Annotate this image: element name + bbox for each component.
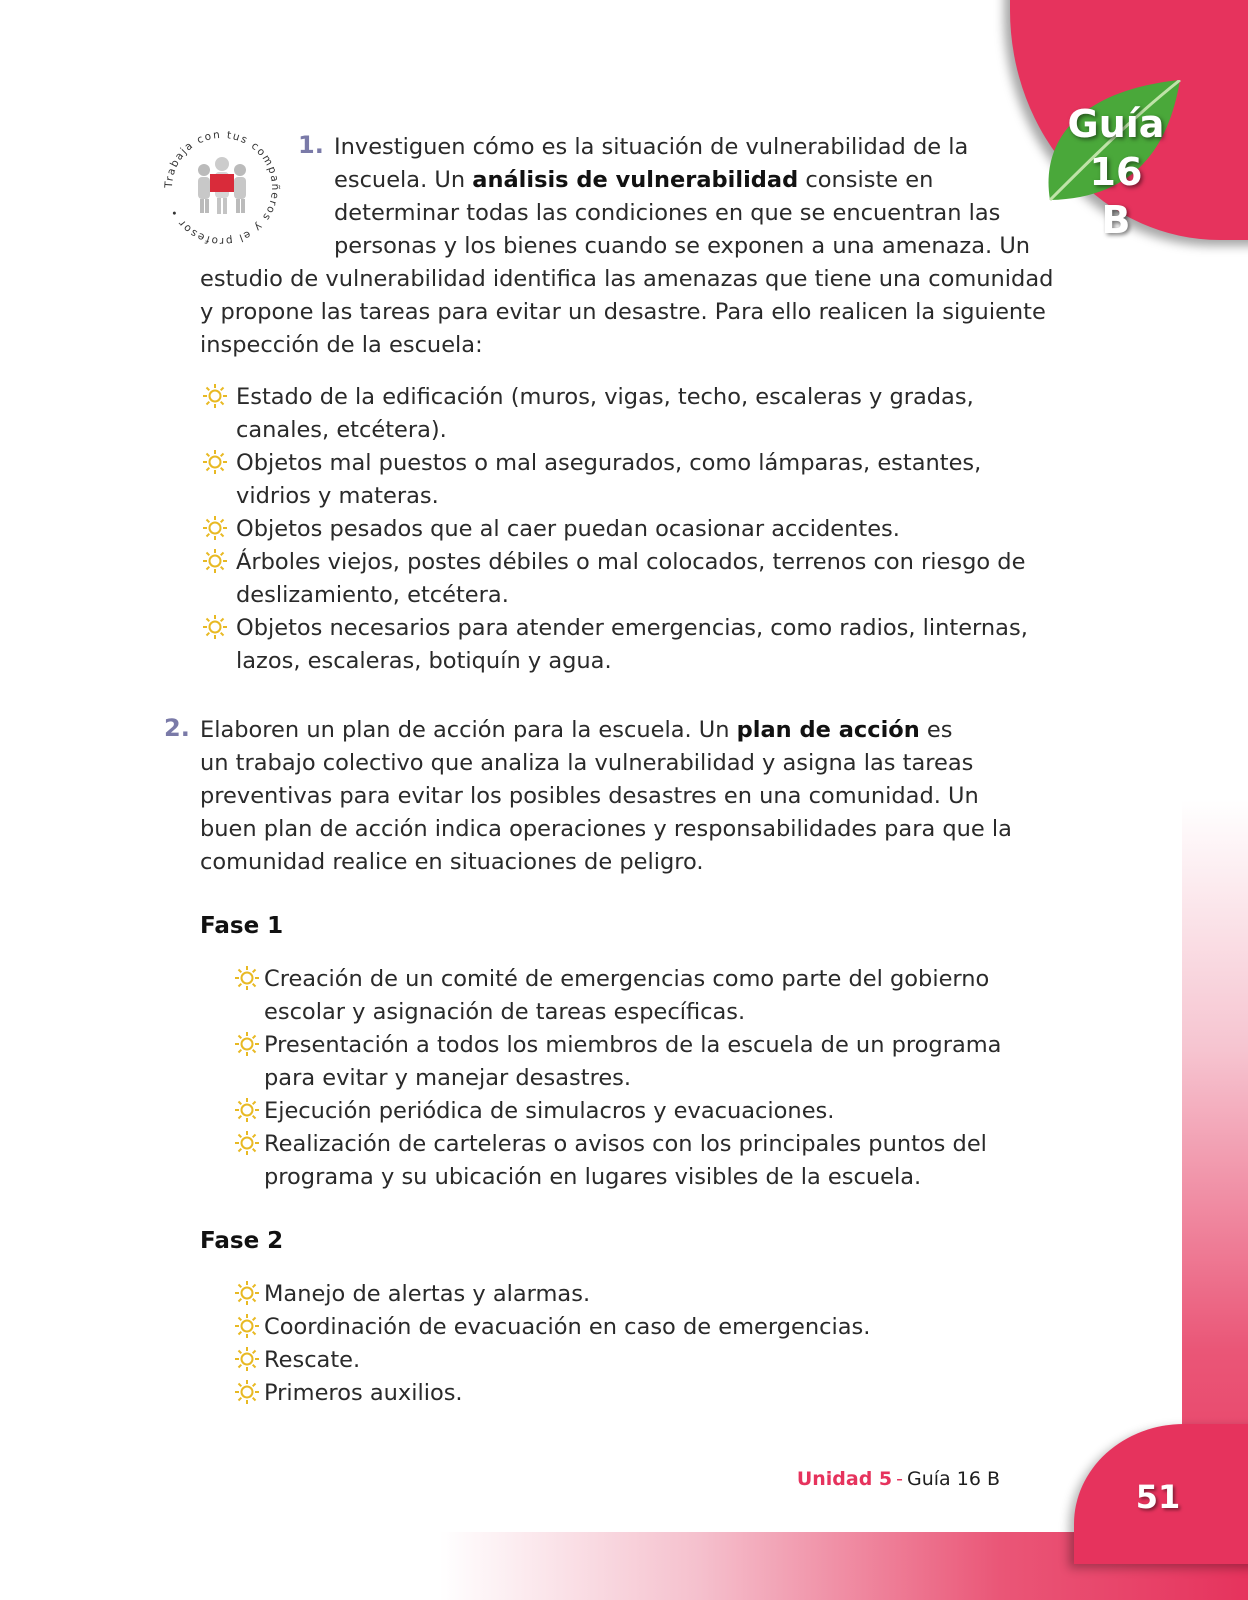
page-footer: [760, 1468, 1000, 1490]
sun-bullet-icon: [234, 1346, 260, 1372]
guide-badge-title: Guía 16: [1067, 102, 1165, 194]
phase-1-heading: Fase 1: [200, 913, 284, 939]
sun-bullet-icon: [202, 515, 228, 541]
phase-2-heading: Fase 2: [200, 1228, 284, 1254]
list-item: Rescate.: [264, 1344, 870, 1377]
footer-guide: Guía 16 B: [907, 1468, 1000, 1490]
list-item: Objetos mal puestos o mal asegurados, como lámparas, estantes, vidrios y materas.: [236, 447, 1028, 513]
sun-bullet-icon: [234, 1313, 260, 1339]
guide-badge: [1036, 100, 1196, 244]
list-item: Coordinación de evacuación en caso de emergencias.: [264, 1311, 870, 1344]
sun-bullet-icon: [234, 1280, 260, 1306]
term-vulnerability-analysis: análisis de vulnerabilidad: [472, 167, 799, 193]
list-item: Creación de un comité de emergencias como parte del gobierno escolar y asignación de tareas específicas.: [264, 963, 1001, 1029]
list-item: Árboles viejos, postes débiles o mal colocados, terrenos con riesgo de deslizamiento, etcétera.: [236, 546, 1028, 612]
list-item: Estado de la edificación (muros, vigas, techo, escaleras y gradas, canales, etcétera).: [236, 381, 1028, 447]
item-number-1: 1.: [298, 131, 324, 159]
footer-separator: -: [896, 1468, 904, 1490]
footer-unit: Unidad 5: [796, 1468, 893, 1490]
bottom-gradient-band: [0, 1532, 1248, 1600]
phase-2-list: [264, 1278, 870, 1410]
sun-bullet-icon: [202, 614, 228, 640]
inspection-list: [236, 381, 1028, 678]
list-item: Objetos necesarios para atender emergencias, como radios, linternas, lazos, escaleras, botiquín y agua.: [236, 612, 1028, 678]
sun-bullet-icon: [234, 965, 260, 991]
item-number-2: 2.: [164, 714, 190, 742]
phase-1-list: [264, 963, 1001, 1194]
sun-bullet-icon: [202, 548, 228, 574]
sun-bullet-icon: [234, 1379, 260, 1405]
list-item: Primeros auxilios.: [264, 1377, 870, 1410]
section2-paragraph: Elaboren un plan de acción para la escuela. Un plan de acción es un trabajo colectivo que analiza la vulnerabilidad y asigna las tareas preventivas para evitar los posibles desastres en una comunidad. Un buen plan de acción indica operaciones y responsabilidades para que la comunidad realice en situaciones de peligro.: [200, 717, 1012, 875]
list-item: Manejo de alertas y alarmas.: [264, 1278, 870, 1311]
list-item: Presentación a todos los miembros de la escuela de un programa para evitar y manejar desastres.: [264, 1029, 1001, 1095]
sun-bullet-icon: [234, 1097, 260, 1123]
section1-paragraph: Investiguen cómo es la situación de vulnerabilidad de la escuela. Un análisis de vulnerabilidad consiste en determinar todas las condiciones en que se encuentran las personas y los bienes cuando se exponen a una amenaza. Un estudio de vulnerabilidad identifica las amenazas que tiene una comunidad y propone las tareas para evitar un desastre. Para ello realicen la siguiente inspección de la escuela:: [200, 134, 1054, 358]
sun-bullet-icon: [202, 383, 228, 409]
page-number: 51: [1135, 1478, 1181, 1516]
svg-text:Trabaja con tus compañeros y e: Trabaja con tus compañeros y el profesor •: [162, 128, 282, 248]
guide-badge-letter: B: [1101, 198, 1131, 242]
term-action-plan: plan de acción: [736, 717, 920, 743]
list-item: Objetos pesados que al caer puedan ocasionar accidentes.: [236, 513, 1028, 546]
sun-bullet-icon: [234, 1031, 260, 1057]
sun-bullet-icon: [202, 449, 228, 475]
list-item: Realización de carteleras o avisos con los principales puntos del programa y su ubicación en lugares visibles de la escuela.: [264, 1128, 1001, 1194]
list-item: Ejecución periódica de simulacros y evacuaciones.: [264, 1095, 1001, 1128]
sun-bullet-icon: [234, 1130, 260, 1156]
